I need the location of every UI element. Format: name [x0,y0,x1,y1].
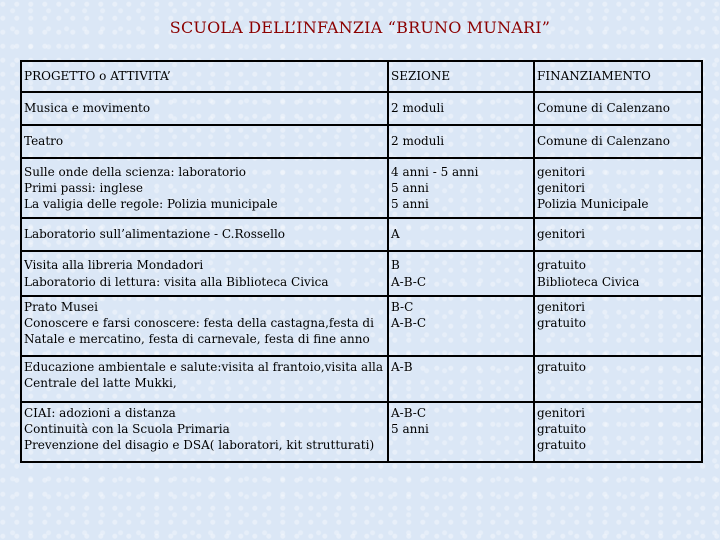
cell-line: gratuito [537,258,587,273]
cell-sezione [388,92,534,125]
table-row [21,296,702,356]
cell-progetto [21,158,388,218]
cell-line: gratuito [537,316,587,331]
header-row [21,61,702,92]
cell-sezione [388,218,534,251]
cell-line: A-B-C [391,274,426,289]
cell-sezione [388,158,534,218]
cell-line: Continuità con la Scuola Primaria [24,422,230,437]
cell-sezione [388,251,534,296]
cell-line: Comune di Calenzano [537,101,670,116]
cell-line: Prato Musei [24,300,98,314]
cell-line: Laboratorio sull’alimentazione - C.Rossello [24,227,286,242]
page-title: SCUOLA DELL’INFANZIA “BRUNO MUNARI” [169,18,551,37]
cell-line: Comune di Calenzano [537,134,670,149]
projects-table [20,60,703,463]
cell-line: A-B-C [391,406,426,420]
header-finanziamento: FINANZIAMENTO [534,61,702,92]
header-progetto: PROGETTO o ATTIVITA’ [21,61,388,92]
cell-progetto [21,92,388,125]
cell-line: genitori [537,227,585,242]
cell-line: gratuito [537,438,587,453]
cell-line: Natale e mercatino, festa di carnevale, festa di fine anno [24,332,370,347]
cell-line: La valigia delle regole: Polizia municipale [24,197,278,212]
cell-line: 5 anni [391,422,429,437]
header-sezione: SEZIONE [388,61,534,92]
cell-sezione [388,402,534,462]
table-row [21,125,702,158]
cell-line: A-B [391,360,413,374]
cell-line: Educazione ambientale e salute:visita al frantoio,visita alla [24,360,384,374]
cell-sezione [388,356,534,402]
cell-line: gratuito [537,422,587,437]
cell-progetto [21,218,388,251]
cell-line: genitori [537,164,585,179]
cell-progetto [21,356,388,402]
cell-line: genitori [537,300,585,314]
cell-finanziamento [534,402,702,462]
cell-sezione [388,296,534,356]
table-row [21,92,702,125]
cell-finanziamento [534,296,702,356]
table-row [21,356,702,402]
cell-line: CIAI: adozioni a distanza [24,406,176,420]
cell-sezione [388,125,534,158]
cell-line: A-B-C [391,316,426,331]
cell-finanziamento [534,251,702,296]
cell-progetto [21,125,388,158]
cell-line: 4 anni - 5 anni [391,164,479,179]
cell-line: Prevenzione del disagio e DSA( laboratori, kit strutturati) [24,438,375,453]
cell-line: Teatro [24,134,64,149]
cell-finanziamento [534,356,702,402]
cell-progetto [21,402,388,462]
cell-line: 2 moduli [391,134,445,149]
cell-line: 2 moduli [391,101,445,116]
cell-line: B [391,258,400,273]
cell-finanziamento [534,125,702,158]
cell-line: Visita alla libreria Mondadori [24,258,204,273]
cell-line: 5 anni [391,197,429,212]
cell-line: Centrale del latte Mukki, [24,376,177,391]
cell-finanziamento [534,92,702,125]
projects-table-body [21,61,702,462]
cell-finanziamento [534,158,702,218]
cell-finanziamento [534,218,702,251]
table-row [21,158,702,218]
table-row [21,402,702,462]
cell-line: A [391,227,400,242]
cell-line: Biblioteca Civica [537,274,640,289]
cell-line: Conoscere e farsi conoscere: festa della castagna,festa di [24,316,374,331]
cell-line: Musica e movimento [24,101,151,116]
cell-line: Primi passi: inglese [24,180,143,195]
cell-progetto [21,296,388,356]
cell-line: genitori [537,406,585,420]
cell-line: Sulle onde della scienza: laboratorio [24,164,247,179]
cell-line: Polizia Municipale [537,197,649,212]
cell-line: Laboratorio di lettura: visita alla Biblioteca Civica [24,274,329,289]
cell-line: B-C [391,300,414,314]
cell-line: 5 anni [391,180,429,195]
table-row [21,218,702,251]
cell-progetto [21,251,388,296]
cell-line: gratuito [537,360,587,374]
cell-line: genitori [537,180,585,195]
table-row [21,251,702,296]
